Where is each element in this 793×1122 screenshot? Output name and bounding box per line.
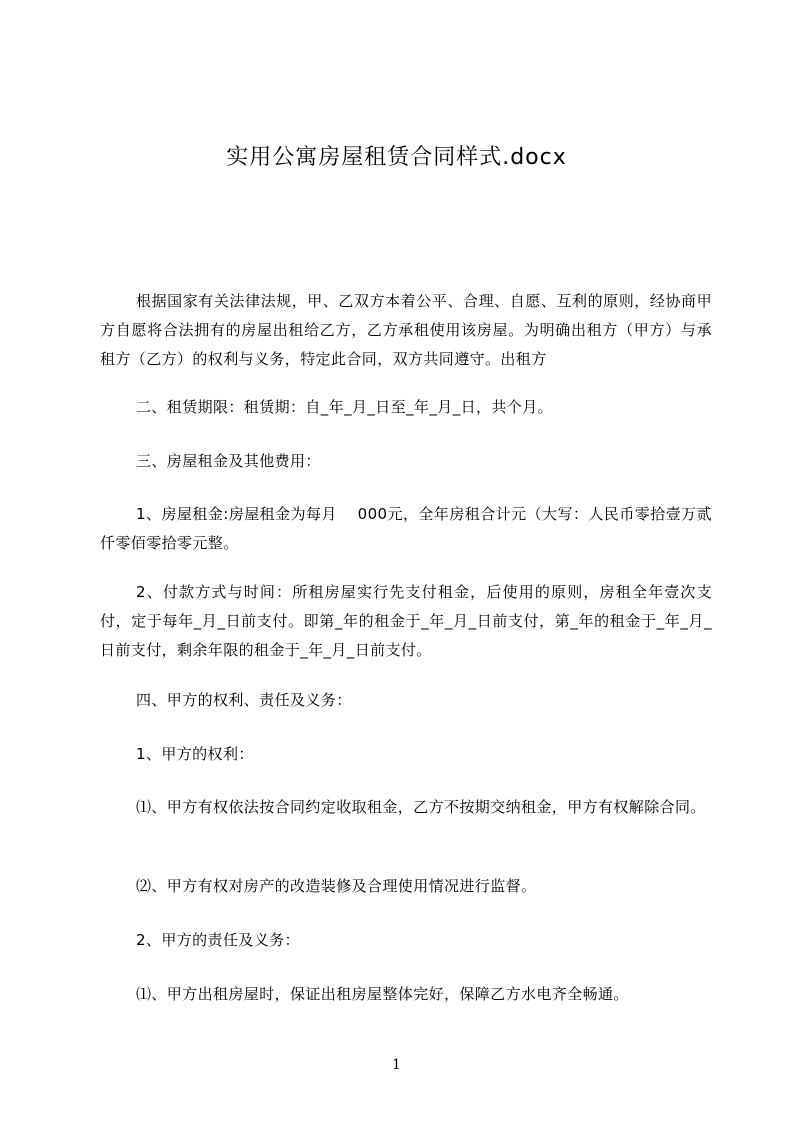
page-number: 1	[392, 1057, 401, 1073]
document-title: 实用公寓房屋租赁合同样式.docx	[226, 145, 567, 170]
paragraph-lease-term: 二、租赁期限：租赁期：自_年_月_日至_年_月_日，共个月。	[136, 398, 554, 416]
paragraph-party-a-duties-heading: 2、甲方的责任及义务：	[136, 931, 300, 949]
paragraph-party-a-duty-1: ⑴、甲方出租房屋时，保证出租房屋整体完好，保障乙方水电齐全畅通。	[136, 985, 629, 1003]
paragraph-rent-heading: 三、房屋租金及其他费用：	[136, 452, 321, 470]
paragraph-party-a-right-2: ⑵、甲方有权对房产的改造装修及合理使用情况进行监督。	[136, 877, 537, 895]
paragraph-payment-terms: 2、付款方式与时间：所租房屋实行先支付租金，后使用的原则，房租全年壹次支付，定于每年_月_日前支付。即第_年的租金于_年_月_日前支付，第_年的租金于_年_月_日前支付，剩余年限的租金于_年_月_日前支付。	[100, 583, 712, 659]
paragraph-rent-amount: 1、房屋租金:房屋租金为每月 000元，全年房租合计元（大写：人民币零拾壹万贰仟零佰零拾零元整。	[100, 505, 712, 552]
paragraph-party-a-heading: 四、甲方的权利、责任及义务：	[136, 691, 352, 709]
paragraph-party-a-right-1: ⑴、甲方有权依法按合同约定收取租金，乙方不按期交纳租金，甲方有权解除合同。	[136, 798, 706, 816]
paragraph-party-a-rights-heading: 1、甲方的权利：	[136, 745, 254, 763]
paragraph-preamble: 根据国家有关法律法规，甲、乙双方本着公平、合理、自愿、互利的原则，经协商甲方自愿将合法拥有的房屋出租给乙方，乙方承租使用该房屋。为明确出租方（甲方）与承租方（乙方）的权利与义务，特定此合同，双方共同遵守。出租方	[100, 292, 712, 368]
